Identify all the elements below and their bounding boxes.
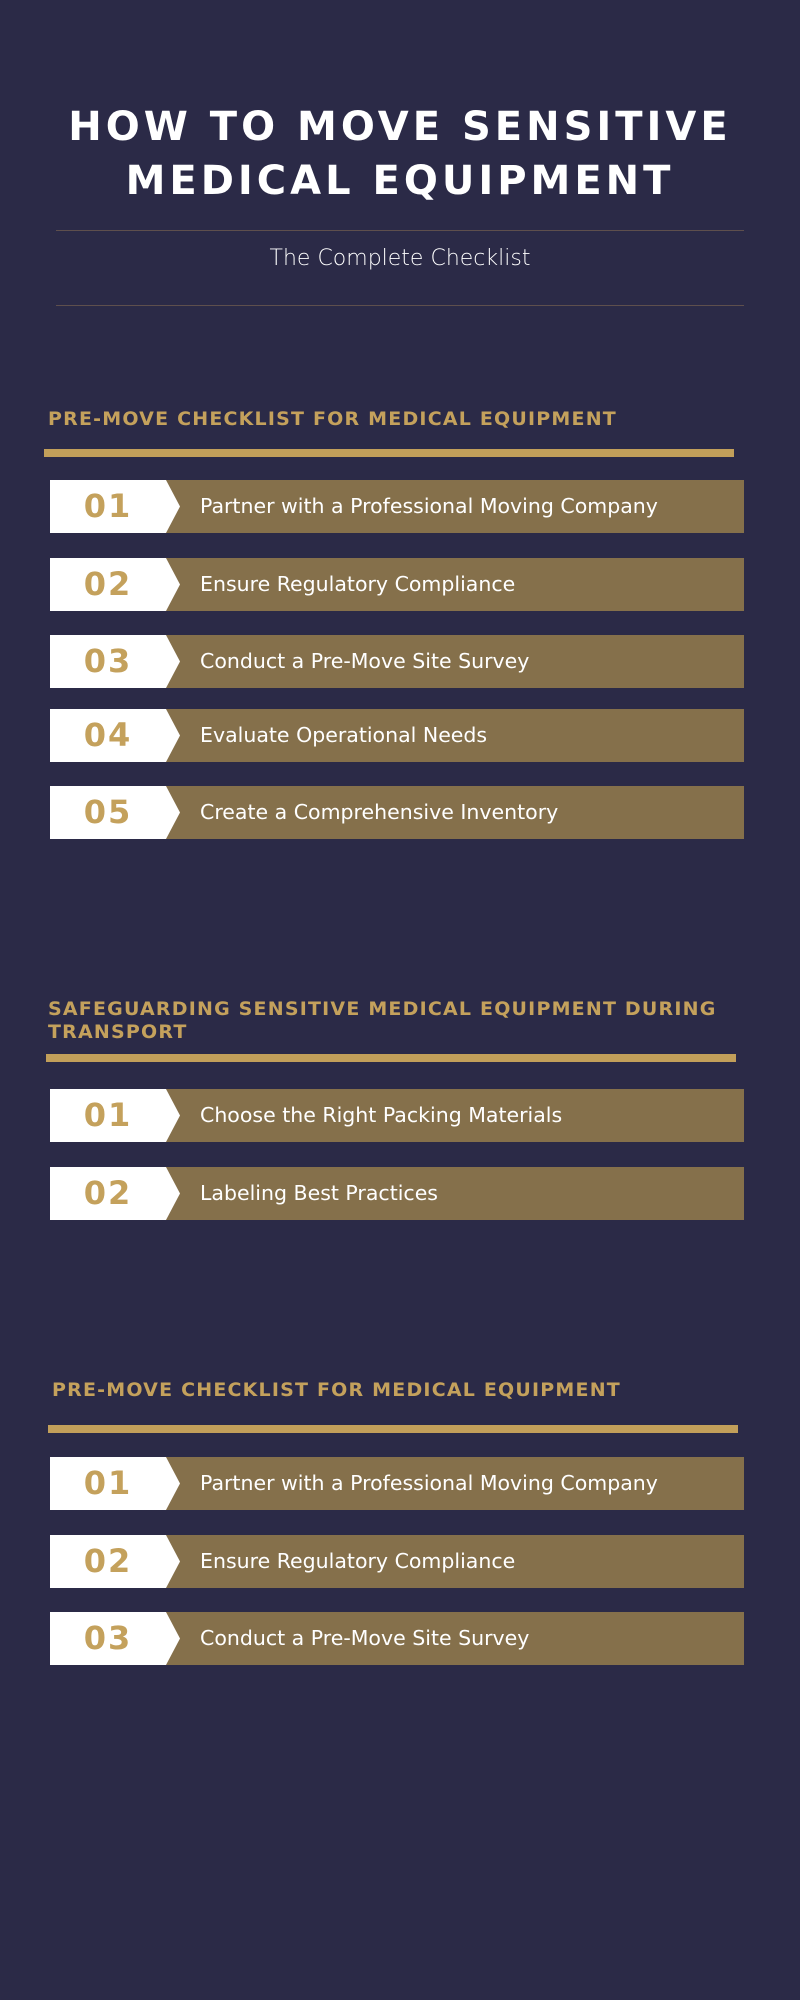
checklist-item <box>50 1612 744 1665</box>
section-heading-pre-move-repeat: PRE-MOVE CHECKLIST FOR MEDICAL EQUIPMENT <box>52 1379 621 1401</box>
checklist-item <box>50 1167 744 1220</box>
item-number: 01 <box>83 1464 133 1502</box>
checklist-item <box>50 1457 744 1510</box>
section-divider-bar <box>44 449 734 457</box>
item-label: Labeling Best Practices <box>200 1181 438 1205</box>
checklist-item <box>50 558 744 611</box>
item-number: 02 <box>83 1174 133 1212</box>
section-heading-transport: SAFEGUARDING SENSITIVE MEDICAL EQUIPMENT DURING TRANSPORT <box>48 998 717 1043</box>
item-label: Choose the Right Packing Materials <box>200 1103 563 1127</box>
item-label: Ensure Regulatory Compliance <box>200 1549 516 1573</box>
item-number: 01 <box>83 1096 133 1134</box>
item-number: 02 <box>83 565 133 603</box>
title-divider-top <box>56 230 744 231</box>
checklist-item <box>50 1089 744 1142</box>
title-divider-bottom <box>56 305 744 306</box>
section-divider-bar <box>46 1054 736 1062</box>
section-divider-bar <box>48 1425 738 1433</box>
item-number: 03 <box>83 642 133 680</box>
item-label: Partner with a Professional Moving Company <box>200 1471 658 1495</box>
item-label: Ensure Regulatory Compliance <box>200 572 516 596</box>
item-number: 04 <box>83 716 133 754</box>
checklist-item <box>50 1535 744 1588</box>
item-label: Conduct a Pre-Move Site Survey <box>200 1626 530 1650</box>
item-label: Conduct a Pre-Move Site Survey <box>200 649 530 673</box>
page-subtitle: The Complete Checklist <box>269 246 531 271</box>
checklist-item <box>50 786 744 839</box>
item-number: 01 <box>83 487 133 525</box>
item-number: 02 <box>83 1542 133 1580</box>
checklist-item <box>50 480 744 533</box>
item-label: Partner with a Professional Moving Company <box>200 494 658 518</box>
item-number: 03 <box>83 1619 133 1657</box>
checklist-item <box>50 635 744 688</box>
section-heading-pre-move: PRE-MOVE CHECKLIST FOR MEDICAL EQUIPMENT <box>48 408 617 430</box>
item-label: Evaluate Operational Needs <box>200 723 488 747</box>
item-label: Create a Comprehensive Inventory <box>200 800 559 824</box>
page-title: HOW TO MOVE SENSITIVE MEDICAL EQUIPMENT <box>68 104 732 204</box>
checklist-item <box>50 709 744 762</box>
item-number: 05 <box>83 793 133 831</box>
